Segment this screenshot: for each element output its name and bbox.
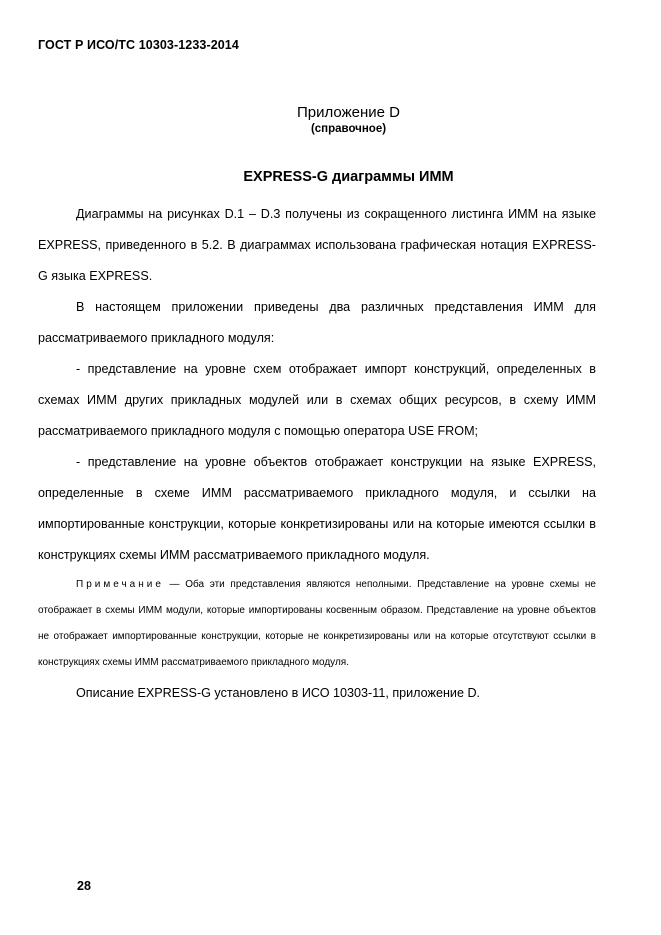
page-number: 28 <box>77 879 91 893</box>
note-dash: — <box>163 579 186 590</box>
body-text <box>38 199 596 709</box>
paragraph-representations: В настоящем приложении приведены два различных представления ИММ для рассматриваемого прикладного модуля: <box>38 300 596 345</box>
annex-title: Приложение D <box>297 104 400 121</box>
list-item-schema-level: - представление на уровне схем отображает импорт конструкций, определенных в схемах ИММ других прикладных модулей или в схемах общих ресурсов, в схему ИММ рассматриваемого прикладного модуля с помощью оператора USE FROM; <box>38 362 596 438</box>
annex-heading <box>0 104 661 136</box>
section-title: EXPRESS-G диаграммы ИММ <box>243 169 454 185</box>
note-label: Примечание <box>76 579 164 590</box>
paragraph-express-g-reference: Описание EXPRESS-G установлено в ИСО 10303-11, приложение D. <box>76 686 481 700</box>
paragraph-diagrams: Диаграммы на рисунках D.1 – D.3 получены из сокращенного листинга ИММ на языке EXPRESS, приведенного в 5.2. В диаграммах использована графическая нотация EXPRESS-G языка EXPRESS. <box>38 207 596 283</box>
list-item-entity-level: - представление на уровне объектов отображает конструкции на языке EXPRESS, определенные в схеме ИММ рассматриваемого прикладного модуля, и ссылки на импортированные конструкции, которые конкретизированы или на которые имеются ссылки в конструкциях схемы ИММ рассматриваемого прикладного модуля. <box>38 455 596 562</box>
note <box>38 572 596 676</box>
document-header: ГОСТ Р ИСО/ТС 10303-1233-2014 <box>38 38 239 52</box>
note-text: Оба эти представления являются неполными. Представление на уровне схемы не отображает в схемы ИММ модули, которые импортированы косвенным образом. Представление на уровне объектов не отображает импортированные конструкции, которые не конкретизированы или на которые отсутствуют ссылки в конструкциях схемы ИММ рассматриваемого прикладного модуля. <box>38 579 596 668</box>
annex-kind: (справочное) <box>310 123 387 135</box>
